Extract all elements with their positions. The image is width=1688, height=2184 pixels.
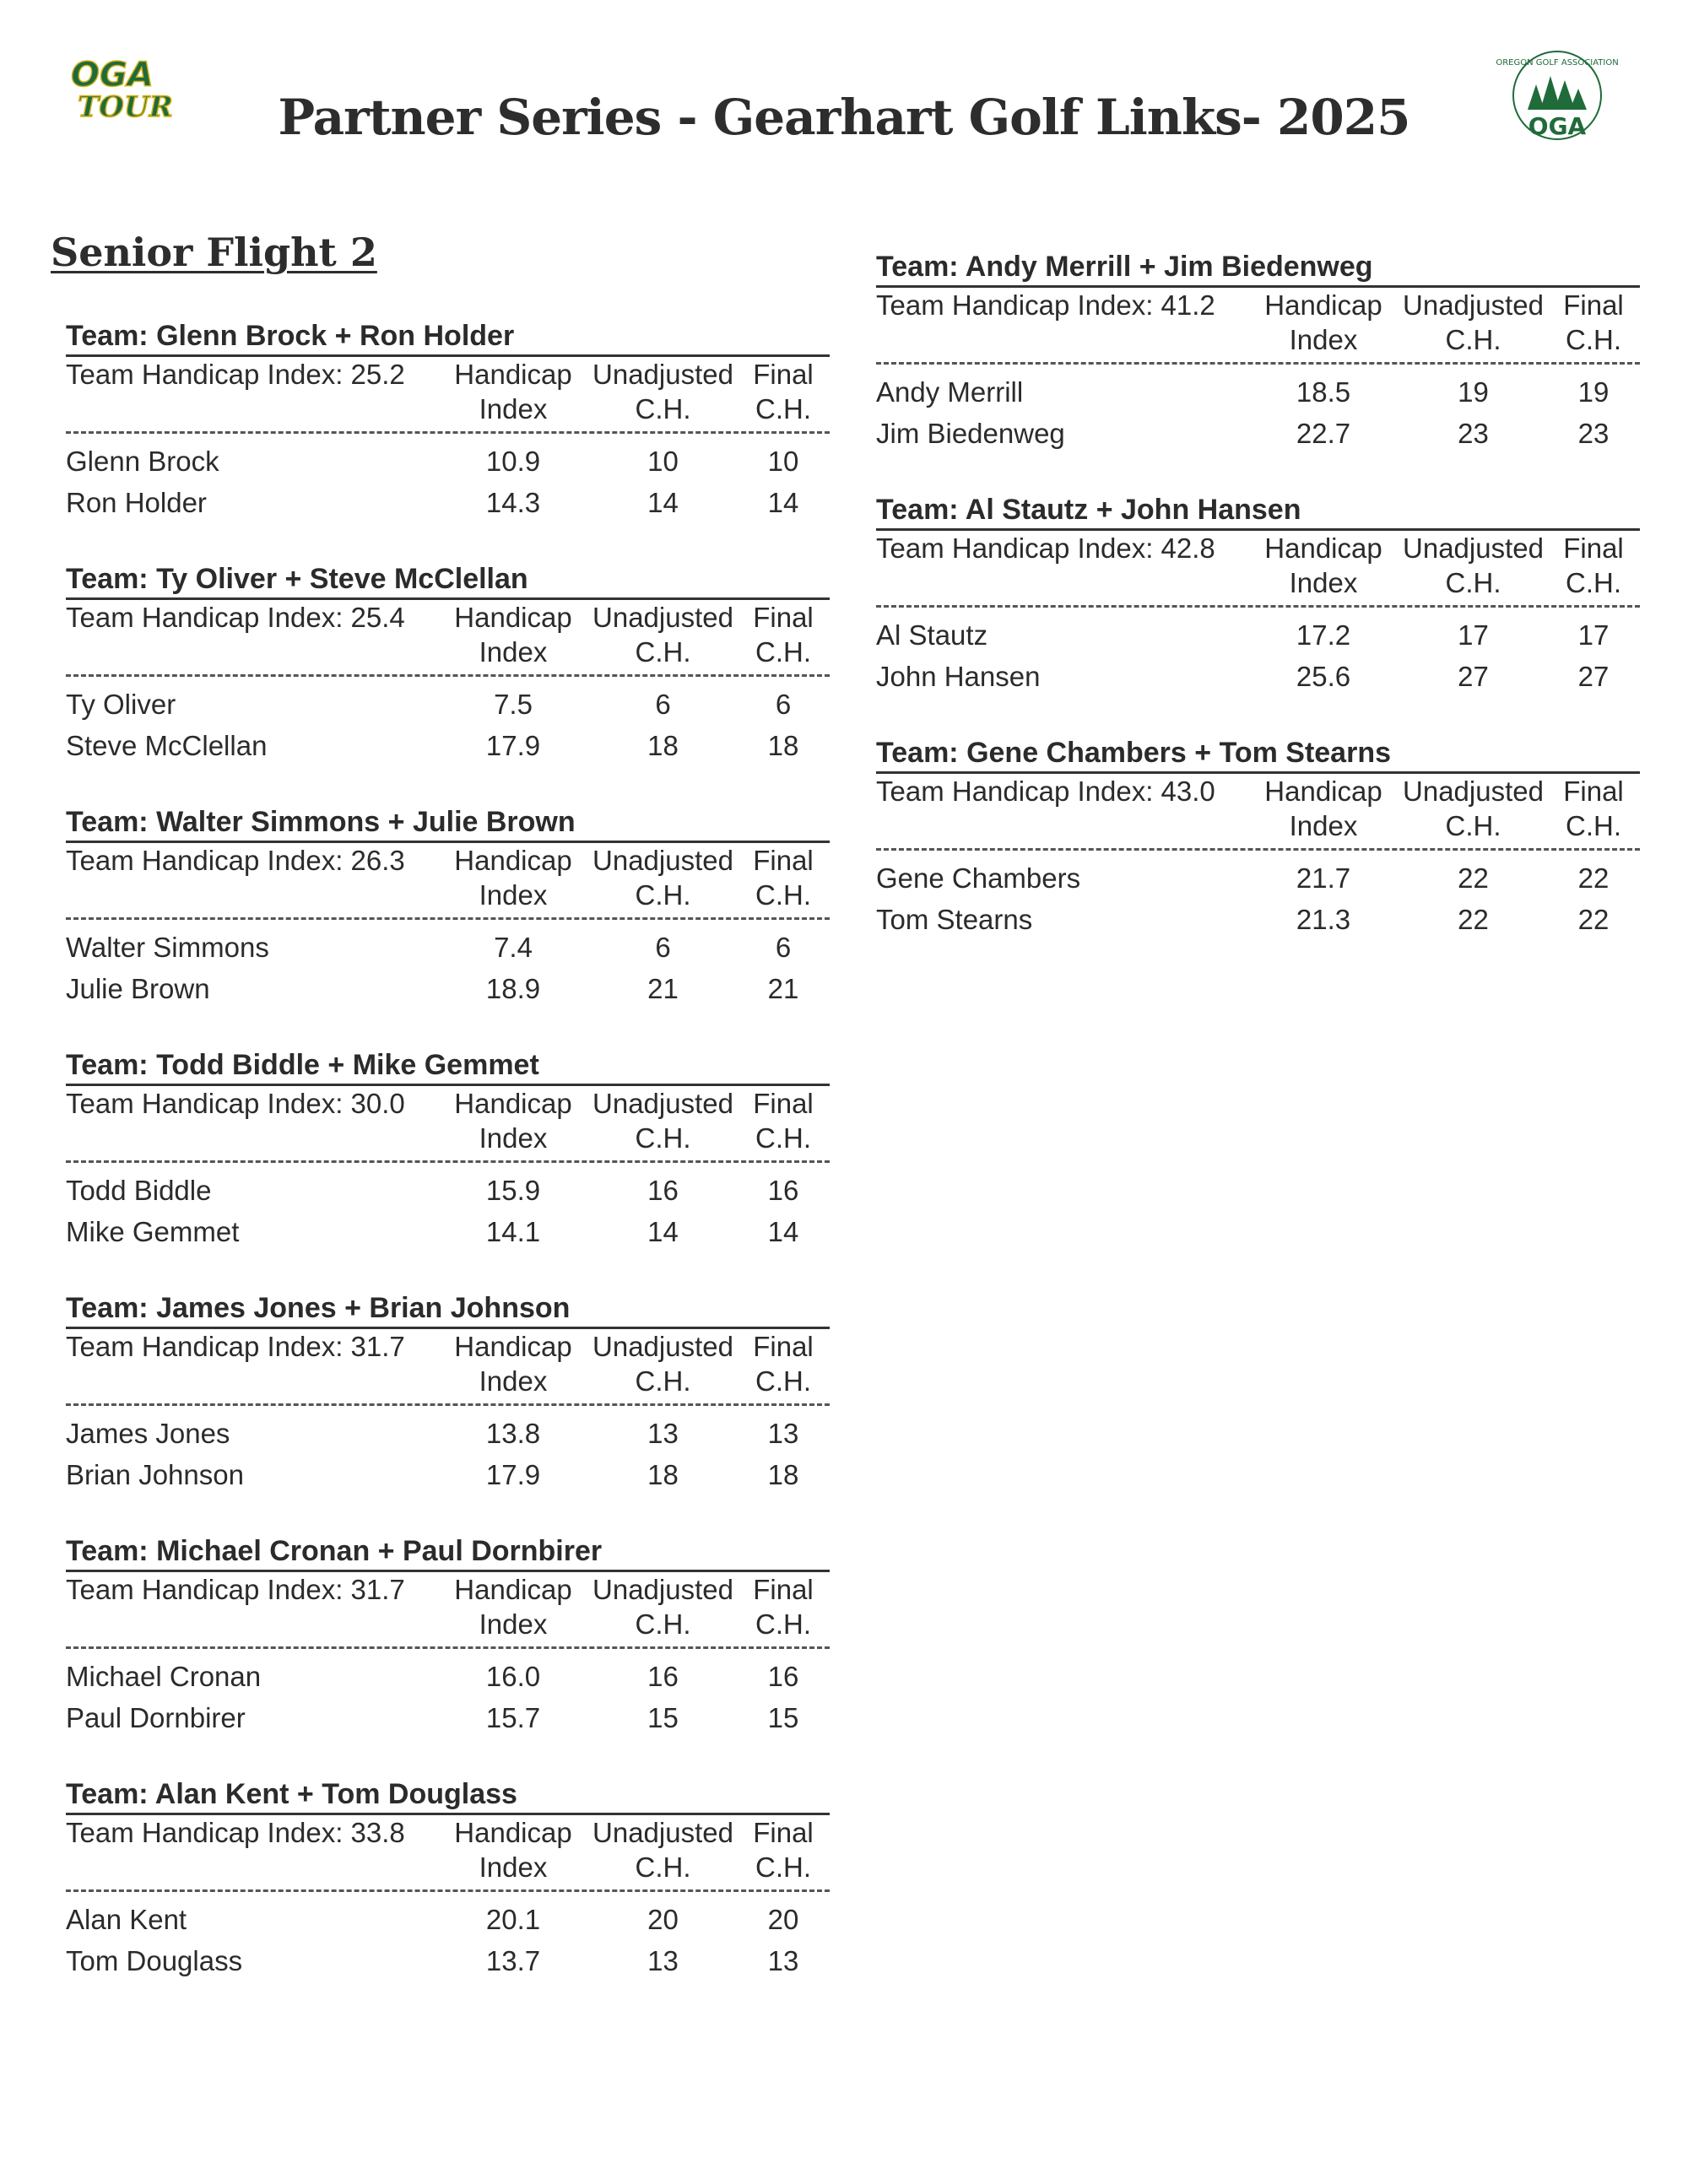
team-handicap-index: Team Handicap Index: 41.2 <box>876 289 1215 321</box>
table-header <box>66 1572 830 1649</box>
player-name: Tom Douglass <box>66 1945 243 1976</box>
handicap-index-header: Handicap Index <box>454 845 572 911</box>
final-ch-header: Final C.H. <box>753 1331 814 1397</box>
player-name: Julie Brown <box>66 973 210 1004</box>
player-handicap-index: 25.6 <box>1296 661 1351 692</box>
player-unadjusted-ch: 6 <box>655 689 671 720</box>
player-unadjusted-ch: 6 <box>655 932 671 963</box>
final-ch-header: Final C.H. <box>1563 289 1624 355</box>
player-handicap-index: 18.5 <box>1296 376 1351 408</box>
player-handicap-index: 13.7 <box>485 1945 541 1976</box>
player-unadjusted-ch: 15 <box>647 1702 679 1733</box>
player-final-ch: 13 <box>767 1945 799 1976</box>
player-handicap-index: 17.2 <box>1296 619 1351 651</box>
unadjusted-ch-header: Unadjusted C.H. <box>592 1331 733 1397</box>
player-row <box>66 927 830 968</box>
final-ch-header: Final C.H. <box>753 602 814 668</box>
team-block <box>66 319 830 562</box>
player-rows <box>876 365 1640 454</box>
player-name: Steve McClellan <box>66 730 268 761</box>
player-unadjusted-ch: 22 <box>1458 862 1489 894</box>
right-column <box>876 250 1640 979</box>
player-final-ch: 20 <box>767 1904 799 1935</box>
player-name: Brian Johnson <box>66 1459 244 1490</box>
oregon-golf-association-logo <box>1496 46 1619 143</box>
player-final-ch: 17 <box>1577 619 1610 651</box>
player-row <box>66 725 830 766</box>
team-name: Team: Glenn Brock + Ron Holder <box>66 319 830 357</box>
handicap-index-header: Handicap Index <box>1264 532 1382 598</box>
player-row <box>66 1940 830 1981</box>
player-unadjusted-ch: 13 <box>647 1945 679 1976</box>
unadjusted-ch-header: Unadjusted C.H. <box>1403 289 1544 355</box>
final-ch-header: Final C.H. <box>753 845 814 911</box>
team-name: Team: Alan Kent + Tom Douglass <box>66 1777 830 1815</box>
team-name: Team: Michael Cronan + Paul Dornbirer <box>66 1534 830 1572</box>
player-handicap-index: 22.7 <box>1296 418 1351 449</box>
player-name: Andy Merrill <box>876 376 1024 408</box>
player-unadjusted-ch: 27 <box>1458 661 1489 692</box>
player-name: Ron Holder <box>66 487 207 518</box>
table-header <box>66 1815 830 1892</box>
team-name: Team: Andy Merrill + Jim Biedenweg <box>876 250 1640 288</box>
player-row <box>66 441 830 482</box>
team-block <box>876 493 1640 736</box>
player-handicap-index: 16.0 <box>485 1661 541 1692</box>
team-handicap-index: Team Handicap Index: 25.4 <box>66 602 405 633</box>
player-name: Walter Simmons <box>66 932 269 963</box>
player-name: Gene Chambers <box>876 862 1081 894</box>
player-row <box>66 1697 830 1738</box>
final-ch-header: Final C.H. <box>753 1574 814 1640</box>
player-row <box>66 1413 830 1454</box>
player-unadjusted-ch: 18 <box>647 730 679 761</box>
final-ch-header: Final C.H. <box>753 359 814 424</box>
handicap-index-header: Handicap Index <box>454 602 572 668</box>
final-ch-header: Final C.H. <box>753 1817 814 1883</box>
player-rows <box>876 851 1640 940</box>
player-name: Paul Dornbirer <box>66 1702 246 1733</box>
unadjusted-ch-header: Unadjusted C.H. <box>592 845 733 911</box>
unadjusted-ch-header: Unadjusted C.H. <box>592 602 733 668</box>
svg-text:OGA: OGA <box>1528 112 1587 140</box>
player-rows <box>66 677 830 766</box>
player-unadjusted-ch: 13 <box>647 1418 679 1449</box>
player-name: Tom Stearns <box>876 904 1033 935</box>
player-unadjusted-ch: 20 <box>647 1904 679 1935</box>
player-handicap-index: 21.3 <box>1296 904 1351 935</box>
player-unadjusted-ch: 22 <box>1458 904 1489 935</box>
player-final-ch: 10 <box>767 446 799 477</box>
player-row <box>876 656 1640 697</box>
unadjusted-ch-header: Unadjusted C.H. <box>592 359 733 424</box>
player-row <box>66 1211 830 1252</box>
player-handicap-index: 20.1 <box>485 1904 541 1935</box>
player-name: Todd Biddle <box>66 1175 212 1206</box>
table-header <box>876 774 1640 851</box>
player-final-ch: 13 <box>767 1418 799 1449</box>
player-name: Michael Cronan <box>66 1661 262 1692</box>
player-unadjusted-ch: 14 <box>647 1216 679 1247</box>
svg-text:OREGON GOLF ASSOCIATION: OREGON GOLF ASSOCIATION <box>1496 58 1619 68</box>
player-unadjusted-ch: 17 <box>1458 619 1489 651</box>
player-final-ch: 16 <box>767 1661 799 1692</box>
left-column <box>66 319 830 2020</box>
team-handicap-index: Team Handicap Index: 26.3 <box>66 845 405 876</box>
team-block <box>66 1777 830 2020</box>
player-unadjusted-ch: 23 <box>1458 418 1489 449</box>
player-rows <box>66 1163 830 1252</box>
team-handicap-index: Team Handicap Index: 31.7 <box>66 1331 405 1362</box>
final-ch-header: Final C.H. <box>1563 776 1624 841</box>
player-final-ch: 15 <box>767 1702 799 1733</box>
player-unadjusted-ch: 18 <box>647 1459 679 1490</box>
player-rows <box>66 1892 830 1981</box>
team-handicap-index: Team Handicap Index: 33.8 <box>66 1817 405 1848</box>
table-header <box>66 600 830 677</box>
player-row <box>876 899 1640 940</box>
player-final-ch: 6 <box>775 689 792 720</box>
team-block <box>66 562 830 805</box>
player-rows <box>66 1649 830 1738</box>
player-final-ch: 6 <box>775 932 792 963</box>
player-row <box>876 614 1640 656</box>
table-header <box>876 288 1640 365</box>
team-handicap-index: Team Handicap Index: 42.8 <box>876 532 1215 564</box>
svg-text:OGA: OGA <box>71 56 154 95</box>
team-name: Team: Gene Chambers + Tom Stearns <box>876 736 1640 774</box>
player-row <box>66 1454 830 1495</box>
player-row <box>66 684 830 725</box>
player-final-ch: 22 <box>1577 862 1610 894</box>
table-header <box>66 1086 830 1163</box>
team-block <box>66 1291 830 1534</box>
player-handicap-index: 14.1 <box>485 1216 541 1247</box>
player-row <box>66 1656 830 1697</box>
player-row <box>876 371 1640 413</box>
unadjusted-ch-header: Unadjusted C.H. <box>592 1817 733 1883</box>
player-handicap-index: 10.9 <box>485 446 541 477</box>
player-row <box>66 1899 830 1940</box>
player-handicap-index: 14.3 <box>485 487 541 518</box>
handicap-index-header: Handicap Index <box>1264 776 1382 841</box>
player-rows <box>66 1406 830 1495</box>
team-handicap-index: Team Handicap Index: 31.7 <box>66 1574 405 1605</box>
player-final-ch: 14 <box>767 487 799 518</box>
player-row <box>876 413 1640 454</box>
player-unadjusted-ch: 19 <box>1458 376 1489 408</box>
team-name: Team: Ty Oliver + Steve McClellan <box>66 562 830 600</box>
player-row <box>66 1170 830 1211</box>
table-header <box>876 531 1640 608</box>
player-rows <box>66 920 830 1009</box>
page-title: Partner Series - Gearhart Golf Links- 2025 <box>278 88 1410 146</box>
team-block <box>66 1048 830 1291</box>
player-handicap-index: 17.9 <box>485 730 541 761</box>
player-handicap-index: 18.9 <box>485 973 541 1004</box>
player-name: John Hansen <box>876 661 1041 692</box>
player-name: Ty Oliver <box>66 689 176 720</box>
player-final-ch: 23 <box>1577 418 1610 449</box>
player-row <box>876 857 1640 899</box>
player-unadjusted-ch: 14 <box>647 487 679 518</box>
unadjusted-ch-header: Unadjusted C.H. <box>592 1574 733 1640</box>
player-unadjusted-ch: 10 <box>647 446 679 477</box>
player-name: Al Stautz <box>876 619 988 651</box>
player-handicap-index: 7.5 <box>494 689 533 720</box>
player-handicap-index: 15.9 <box>485 1175 541 1206</box>
team-name: Team: Walter Simmons + Julie Brown <box>66 805 830 843</box>
player-final-ch: 14 <box>767 1216 799 1247</box>
table-header <box>66 843 830 920</box>
player-row <box>66 482 830 523</box>
handicap-index-header: Handicap Index <box>454 1574 572 1640</box>
handicap-index-header: Handicap Index <box>454 1817 572 1883</box>
unadjusted-ch-header: Unadjusted C.H. <box>1403 776 1544 841</box>
player-final-ch: 21 <box>767 973 799 1004</box>
unadjusted-ch-header: Unadjusted C.H. <box>1403 532 1544 598</box>
player-name: Glenn Brock <box>66 446 219 477</box>
handicap-index-header: Handicap Index <box>454 359 572 424</box>
player-final-ch: 19 <box>1577 376 1610 408</box>
handicap-index-header: Handicap Index <box>454 1331 572 1397</box>
team-name: Team: James Jones + Brian Johnson <box>66 1291 830 1329</box>
player-handicap-index: 7.4 <box>494 932 533 963</box>
handicap-index-header: Handicap Index <box>1264 289 1382 355</box>
team-block <box>876 250 1640 493</box>
final-ch-header: Final C.H. <box>753 1088 814 1154</box>
player-name: James Jones <box>66 1418 230 1449</box>
player-rows <box>876 608 1640 697</box>
player-name: Jim Biedenweg <box>876 418 1065 449</box>
team-block <box>876 736 1640 979</box>
table-header <box>66 357 830 434</box>
player-name: Alan Kent <box>66 1904 187 1935</box>
player-handicap-index: 17.9 <box>485 1459 541 1490</box>
team-handicap-index: Team Handicap Index: 30.0 <box>66 1088 405 1119</box>
team-block <box>66 805 830 1048</box>
flight-title: Senior Flight 2 <box>51 230 377 275</box>
team-block <box>66 1534 830 1777</box>
unadjusted-ch-header: Unadjusted C.H. <box>592 1088 733 1154</box>
player-handicap-index: 13.8 <box>485 1418 541 1449</box>
player-handicap-index: 15.7 <box>485 1702 541 1733</box>
team-handicap-index: Team Handicap Index: 25.2 <box>66 359 405 390</box>
team-name: Team: Todd Biddle + Mike Gemmet <box>66 1048 830 1086</box>
player-name: Mike Gemmet <box>66 1216 240 1247</box>
player-final-ch: 18 <box>767 1459 799 1490</box>
player-handicap-index: 21.7 <box>1296 862 1351 894</box>
player-final-ch: 16 <box>767 1175 799 1206</box>
player-rows <box>66 434 830 523</box>
svg-text:TOUR: TOUR <box>78 90 173 124</box>
team-handicap-index: Team Handicap Index: 43.0 <box>876 776 1215 807</box>
table-header <box>66 1329 830 1406</box>
player-unadjusted-ch: 16 <box>647 1661 679 1692</box>
player-final-ch: 27 <box>1577 661 1610 692</box>
final-ch-header: Final C.H. <box>1563 532 1624 598</box>
handicap-index-header: Handicap Index <box>454 1088 572 1154</box>
player-unadjusted-ch: 21 <box>647 973 679 1004</box>
player-row <box>66 968 830 1009</box>
player-unadjusted-ch: 16 <box>647 1175 679 1206</box>
player-final-ch: 18 <box>767 730 799 761</box>
team-name: Team: Al Stautz + John Hansen <box>876 493 1640 531</box>
player-final-ch: 22 <box>1577 904 1610 935</box>
